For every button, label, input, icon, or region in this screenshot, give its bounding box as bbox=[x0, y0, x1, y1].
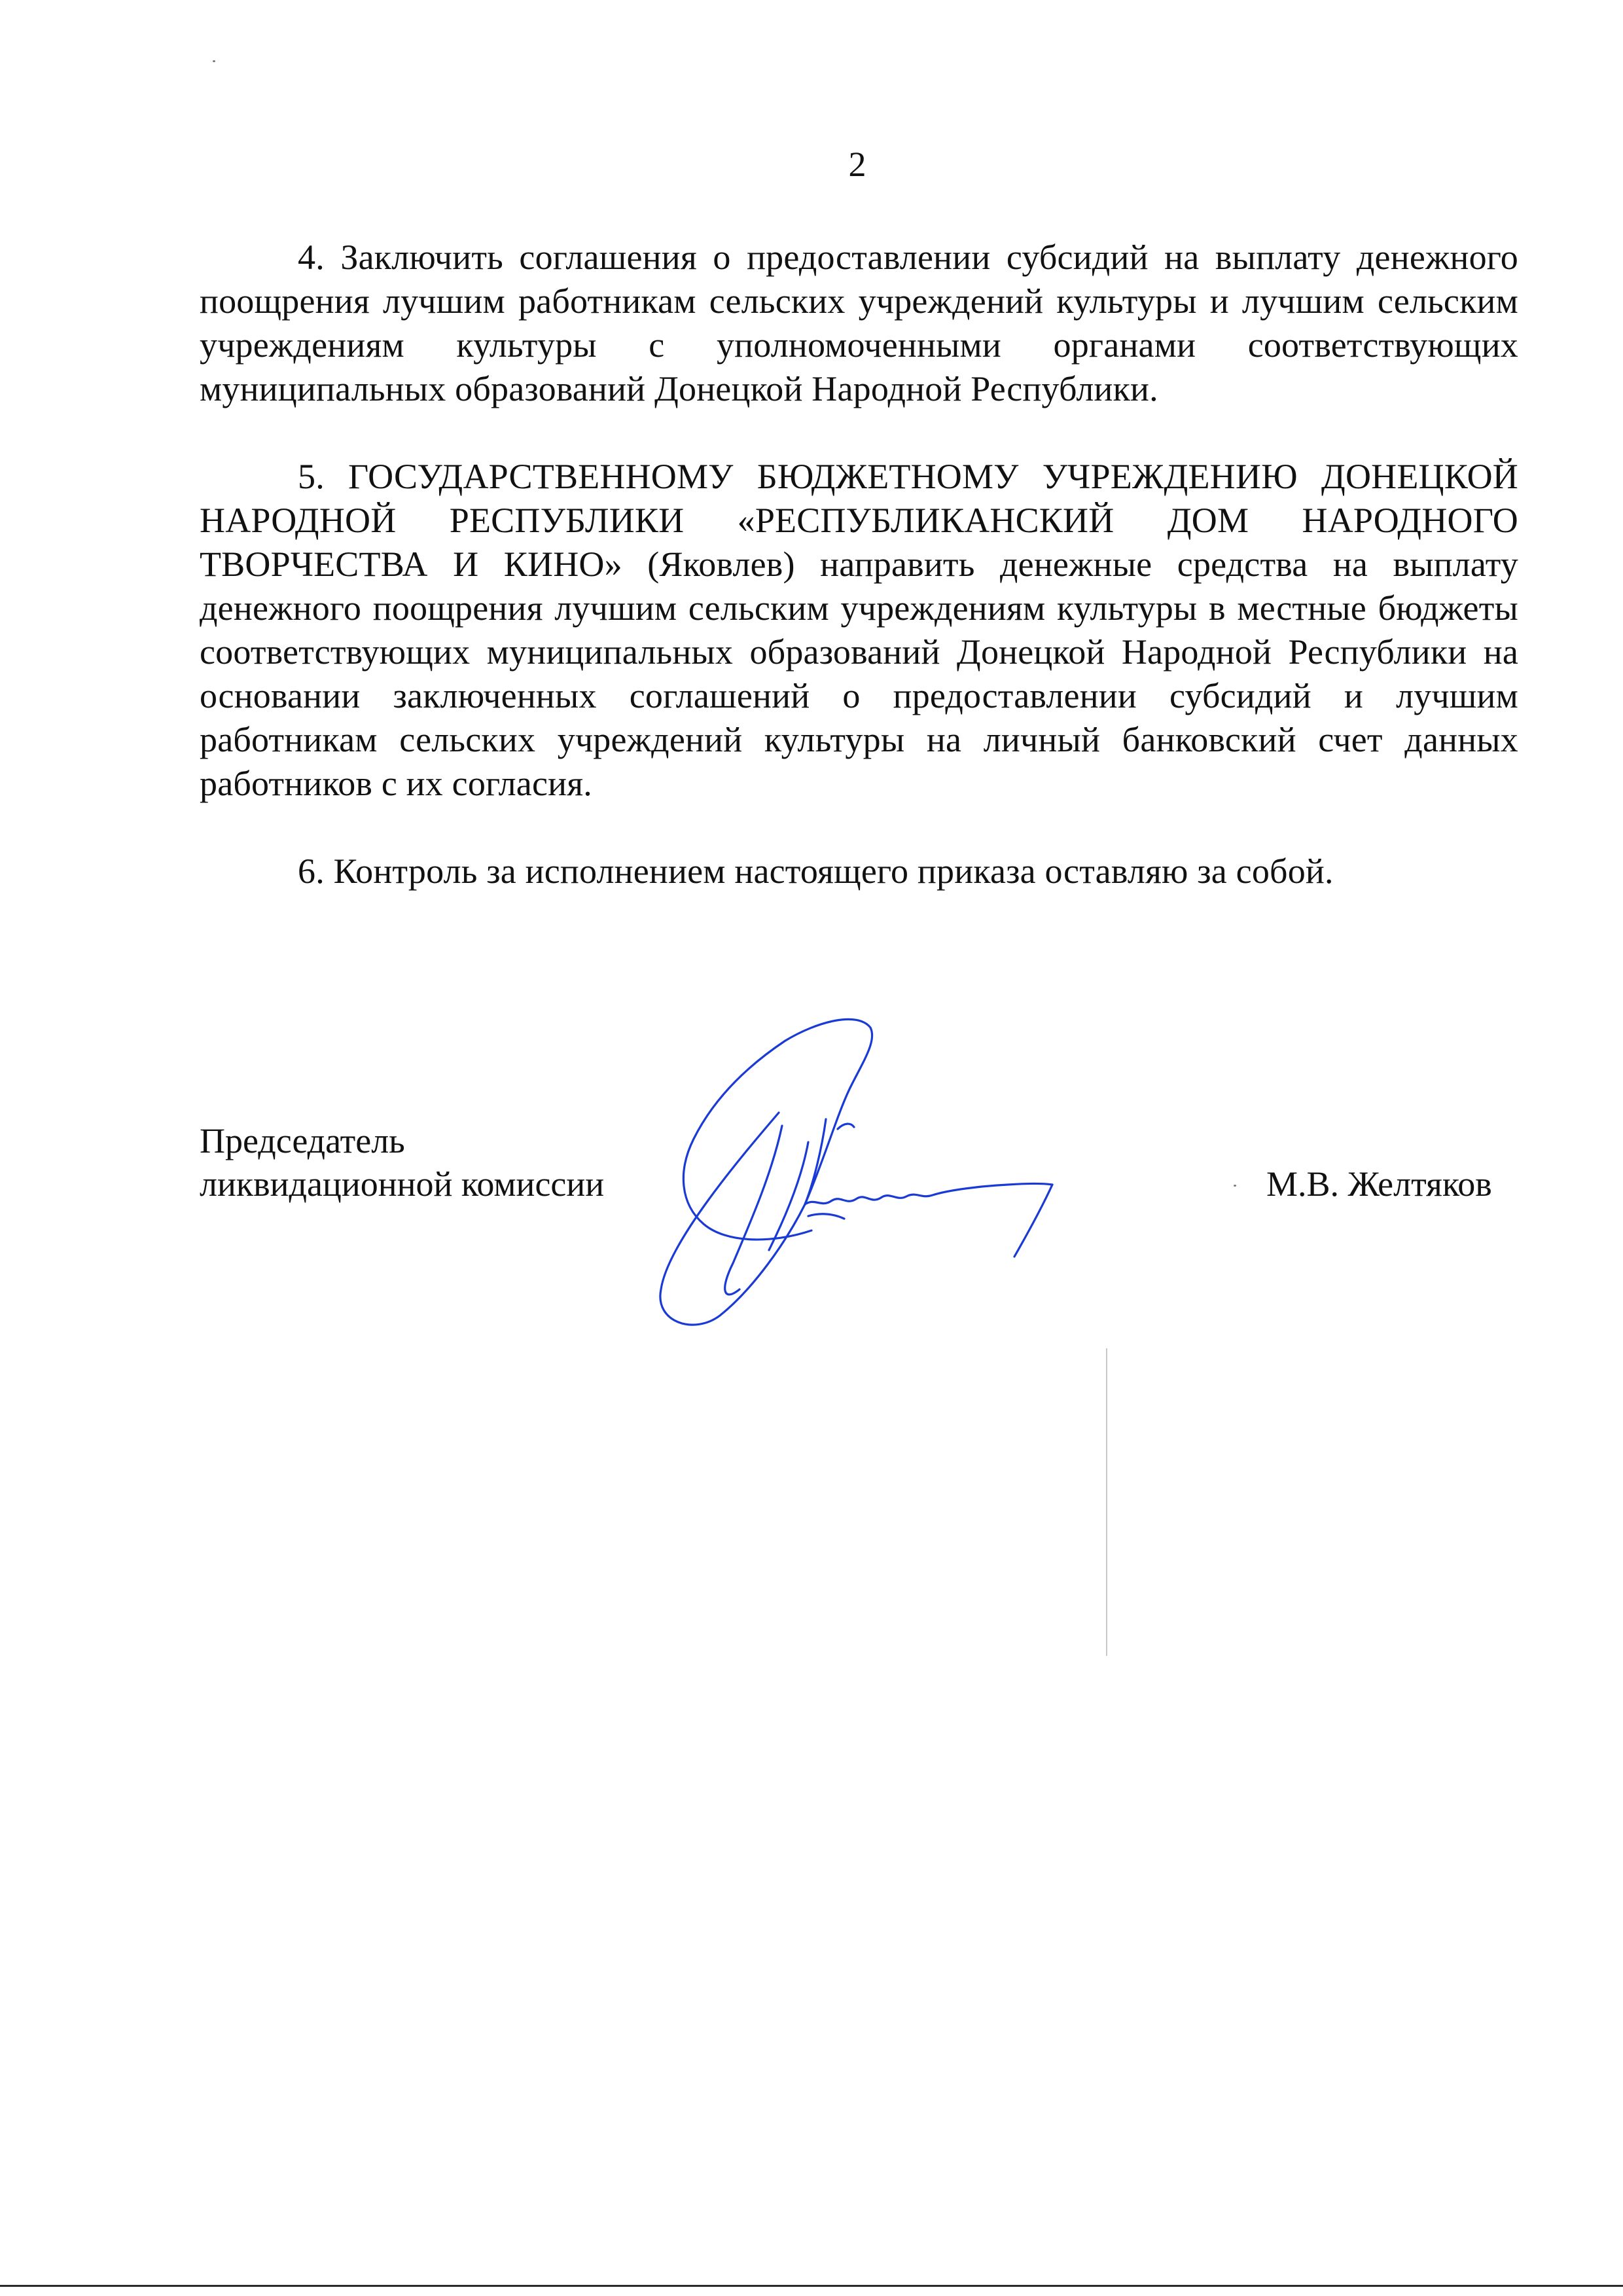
handwritten-signature bbox=[641, 1008, 1073, 1335]
position-line-2: ликвидационной комиссии bbox=[200, 1164, 605, 1204]
position-line-1: Председатель bbox=[200, 1121, 405, 1160]
scan-speck bbox=[213, 60, 215, 62]
page-number: 2 bbox=[848, 145, 866, 184]
scan-artifact-line bbox=[1106, 1348, 1107, 1656]
scan-bottom-edge bbox=[0, 2285, 1623, 2287]
scan-speck bbox=[1234, 1185, 1236, 1187]
signatory-position bbox=[200, 1119, 604, 1206]
paragraph-5: 5. ГОСУДАРСТВЕННОМУ БЮДЖЕТНОМУ УЧРЕЖДЕНИЮ ДОНЕЦКОЙ НАРОДНОЙ РЕСПУБЛИКИ «РЕСПУБЛИКАНСКИЙ ДОМ НАРОДНОГО ТВОРЧЕСТВА И КИНО» (Яковлев) направить денежные средства на выплату денежного поощрения лучшим сельским учреждениям культуры в местные бюджеты соответствующих муниципальных образований Донецкой Народной Республики на основании заключенных соглашений о предоставлении субсидий и лучшим работникам сельских учреждений культуры на личный банковский счет данных работников с их согласия. bbox=[200, 457, 1518, 803]
signatory-name: М.В. Желтяков bbox=[1266, 1164, 1492, 1204]
paragraph-6: 6. Контроль за исполнением настоящего приказа оставляю за собой. bbox=[298, 852, 1334, 891]
document-body bbox=[200, 236, 1518, 893]
paragraph-4: 4. Заключить соглашения о предоставлении субсидий на выплату денежного поощрения лучшим работникам сельских учреждений культуры и лучшим сельским учреждениям культуры с уполномоченными органами соответствующих муниципальных образований Донецкой Народной Республики. bbox=[200, 238, 1518, 408]
